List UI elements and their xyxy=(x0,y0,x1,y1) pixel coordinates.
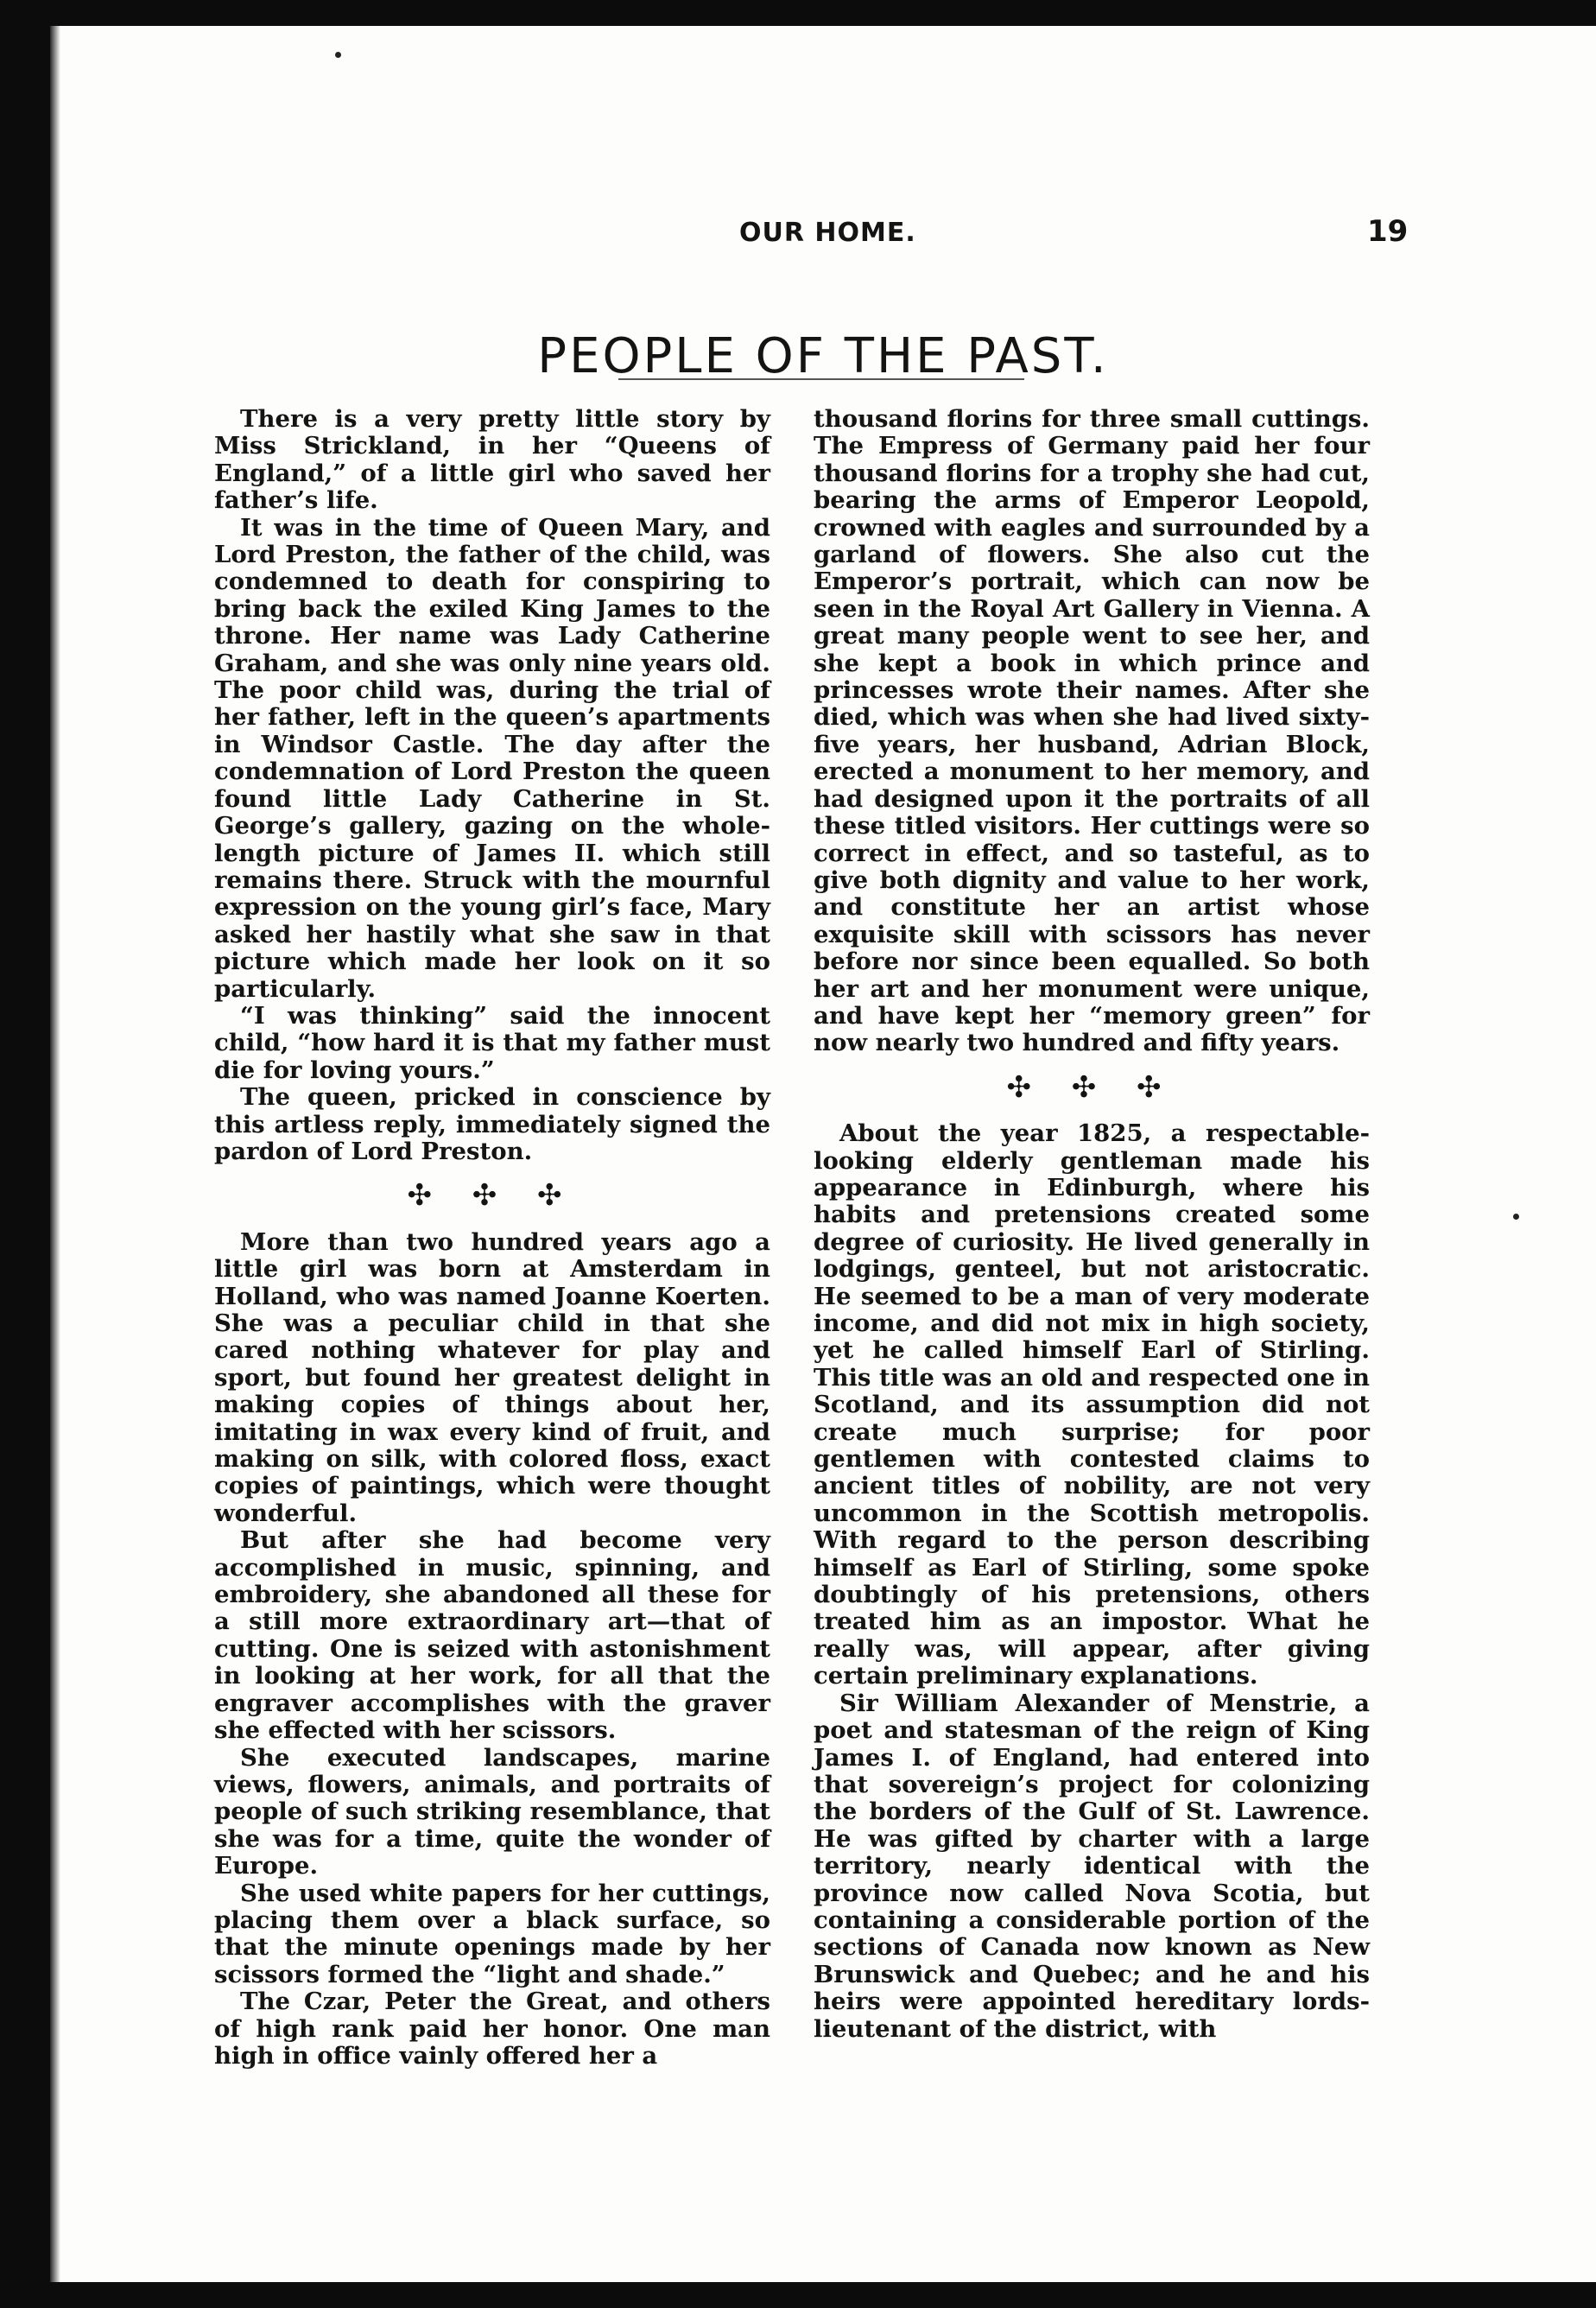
article-title: PEOPLE OF THE PAST. xyxy=(537,327,1109,384)
section-divider: ✣ ✣ ✣ xyxy=(407,1178,578,1214)
running-title: OUR HOME. xyxy=(739,218,916,248)
paragraph: More than two hundred years ago a little girl was born at Amsterdam in Holland, who was named Joanne Koerten. She was a peculiar child in that she cared nothing whatever for play and sport, but found her greatest delight in making copies of things about her, imitating in wax every kind of fruit, and making on silk, with colored floss, exact copies of paintings, which were thought wonderful. xyxy=(214,1227,770,1527)
paragraph: There is a very pretty little story by Miss Strickland, in her “Queens of England,” of a little girl who saved her father’s life. xyxy=(214,405,770,515)
paragraph: About the year 1825, a respectable-looking elderly gentleman made his appearance in Edinburgh, where his habits and pretensions created some degree of curiosity. He lived generally in lodgings, genteel, but not aristocratic. He seemed to be a man of very moderate income, and did not mix in high society, yet he called himself Earl of Stirling. This title was an old and respected one in Scotland, and its assumption did not create much surprise; for poor gentlemen with contested claims to ancient titles of nobility, are not very uncommon in the Scottish metropolis. With regard to the person describing himself as Earl of Stirling, some spoke doubtingly of his pretensions, others treated him as an impostor. What he really was, will appear, after giving certain preliminary explanations. xyxy=(814,1119,1370,1690)
paragraph: “I was thinking” said the innocent child, “how hard it is that my father must die for loving yours.” xyxy=(214,1001,770,1084)
paragraph: The Czar, Peter the Great, and others of high rank paid her honor. One man high in office vainly offered her a xyxy=(214,1988,770,2070)
title-rule xyxy=(618,378,1024,380)
print-speck xyxy=(1513,1214,1519,1220)
paragraph: She used white papers for her cuttings, placing them over a black surface, so that the minute openings made by her scissors formed the “light and shade.” xyxy=(214,1879,770,1988)
paragraph: She executed landscapes, marine views, flowers, animals, and portraits of people of such striking resemblance, that she was for a time, quite the wonder of Europe. xyxy=(214,1743,770,1880)
paragraph: It was in the time of Queen Mary, and Lord Preston, the father of the child, was condemned to death for conspiring to bring back the exiled King James to the throne. Her name was Lady Catherine Graham, and she was only nine years old. The poor child was, during the trial of her father, left in the queen’s apartments in Windsor Castle. The day after the condemnation of Lord Preston the queen found little Lady Catherine in St. George’s gallery, gazing on the whole-length picture of James II. which still remains there. Struck with the mournful expression on the young girl’s face, Mary asked her hastily what she saw in that picture which made her look on it so particularly. xyxy=(214,513,770,1003)
right-column xyxy=(814,406,1370,2043)
paragraph: But after she had become very accomplished in music, spinning, and embroidery, she abandoned all these for a still more extraordinary art—that of cutting. One is seized with astonishment in looking at her work, for all that the engraver accomplishes with the graver she effected with her scissors. xyxy=(214,1526,770,1745)
page-number: 19 xyxy=(1367,214,1409,249)
left-column xyxy=(214,406,770,2070)
magazine-page xyxy=(50,26,1596,2282)
print-speck xyxy=(335,52,341,58)
paragraph: The queen, pricked in conscience by this artless reply, immediately signed the pardon of Lord Preston. xyxy=(214,1083,770,1165)
paragraph-continued: thousand florins for three small cuttings. The Empress of Germany paid her four thousand florins for a trophy she had cut, bearing the arms of Emperor Leopold, crowned with eagles and surrounded by a garland of flowers. She also cut the Emperor’s portrait, which can now be seen in the Royal Art Gallery in Vienna. A great many people went to see her, and she kept a book in which prince and princesses wrote their names. After she died, which was when she had lived sixty-five years, her husband, Adrian Block, erected a monument to her memory, and had designed upon it the portraits of all these titled visitors. Her cuttings were so correct in effect, and so tasteful, as to give both dignity and value to her work, and constitute her an artist whose exquisite skill with scissors has never before nor since been equalled. So both her art and her monument were unique, and have kept her “memory green” for now nearly two hundred and fifty years. xyxy=(814,405,1370,1057)
section-divider: ✣ ✣ ✣ xyxy=(1006,1069,1177,1105)
paragraph: Sir William Alexander of Menstrie, a poet and statesman of the reign of King James I. of England, had entered into that sovereign’s project for colonizing the borders of the Gulf of St. Lawrence. He was gifted by charter with a large territory, nearly identical with the province now called Nova Scotia, but containing a considerable portion of the sections of Canada now known as New Brunswick and Quebec; and he and his heirs were appointed hereditary lords-lieutenant of the district, with xyxy=(814,1689,1370,2043)
page-header xyxy=(50,190,1596,249)
